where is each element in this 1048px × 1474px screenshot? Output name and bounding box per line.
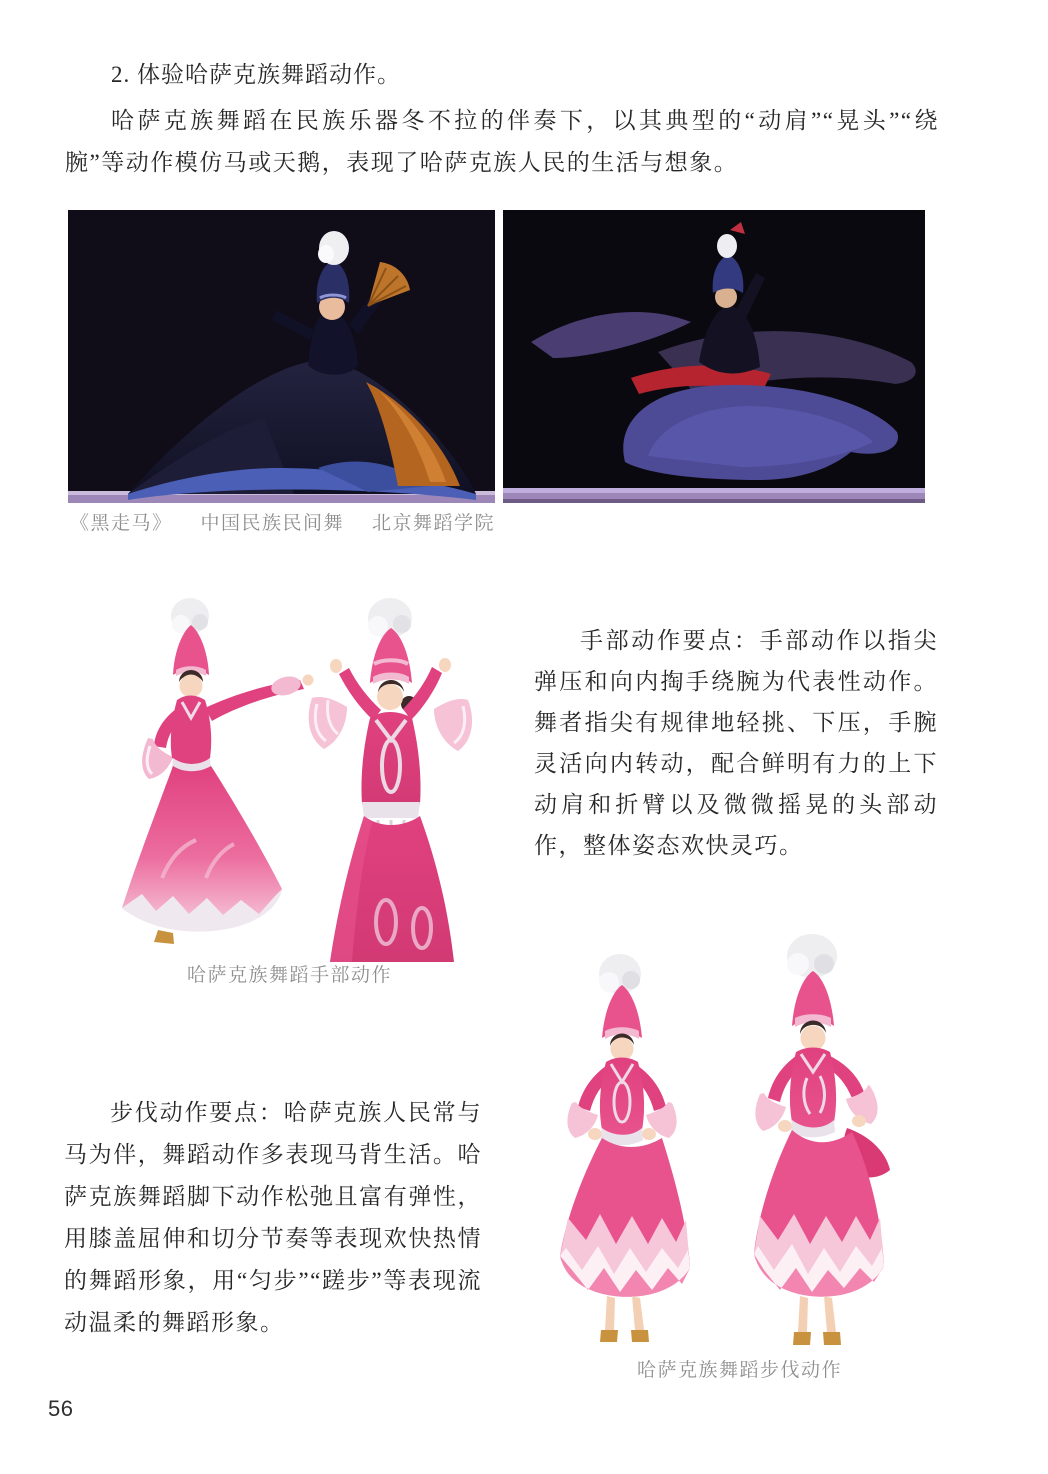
step-movement-paragraph: 步伐动作要点：哈萨克族人民常与马为伴，舞蹈动作多表现马背生活。哈萨克族舞蹈脚下动作松弛且富有弹性，用膝盖屈伸和切分节奏等表现欢快热情的舞蹈形象，用“匀步”“蹉步”等表现流动温柔的舞蹈形象。: [64, 1100, 482, 1335]
page-number: 56: [48, 1396, 74, 1421]
section-heading: 2. 体验哈萨克族舞蹈动作。: [111, 62, 401, 87]
dance-genre: 中国民族民间舞: [200, 513, 345, 534]
stage-photo-dancer-spin: [503, 210, 925, 503]
stage-photo-caption: [70, 514, 495, 533]
step-photo-caption: 哈萨克族舞蹈步伐动作: [637, 1360, 843, 1381]
stage-photo-dancer-pose: [68, 210, 495, 503]
hand-movement-paragraph: 手部动作要点：手部动作以指尖弹压和向内掏手绕腕为代表性动作。舞者指尖有规律地轻挑、下压，手腕灵活向内转动，配合鲜明有力的上下动肩和折臂以及微微摇晃的头部动作，整体姿态欢快灵巧。: [534, 628, 938, 858]
dance-institution: 北京舞蹈学院: [372, 513, 496, 534]
stage-floor: [503, 488, 925, 503]
intro-paragraph: 哈萨克族舞蹈在民族乐器冬不拉的伴奏下，以其典型的“动肩”“晃头”“绕腕”等动作模仿马或天鹅，表现了哈萨克族人民的生活与想象。: [65, 108, 939, 175]
step-movement-photo: [502, 918, 945, 1352]
hand-movement-photo: [70, 578, 500, 962]
stage-photo-row: [68, 210, 925, 503]
hand-photo-caption: 哈萨克族舞蹈手部动作: [187, 965, 393, 986]
photo-background: [502, 918, 945, 1352]
dance-title: 《黑走马》: [70, 513, 173, 534]
